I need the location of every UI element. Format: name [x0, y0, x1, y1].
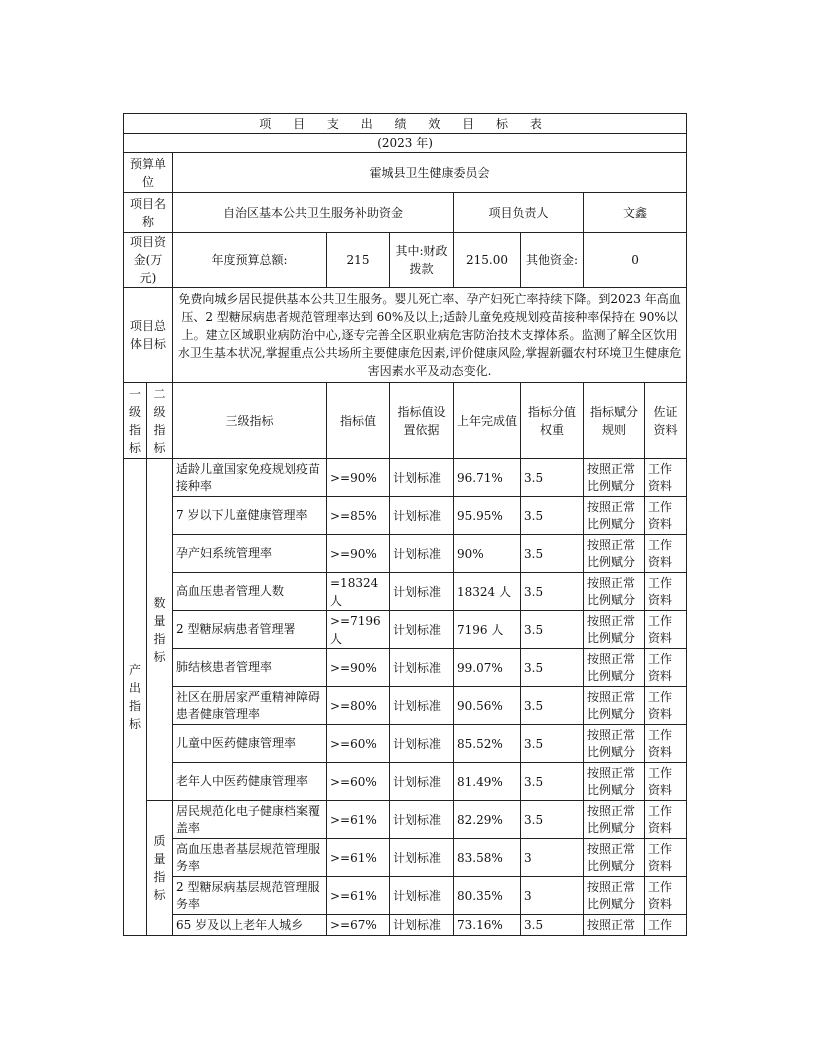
table-row — [124, 611, 687, 649]
indicator-last-year: 99.07% — [454, 649, 521, 687]
indicator-name: 适龄儿童国家免疫规划疫苗接种率 — [173, 459, 327, 497]
indicator-basis: 计划标准 — [390, 649, 454, 687]
indicator-scoring: 按照正常比例赋分 — [584, 839, 645, 877]
indicator-weight: 3.5 — [521, 649, 584, 687]
indicator-evidence: 工作资料 — [645, 497, 687, 535]
indicator-last-year: 95.95% — [454, 497, 521, 535]
indicator-scoring: 按照正常比例赋分 — [584, 649, 645, 687]
header-last-year: 上年完成值 — [454, 383, 521, 459]
annual-budget-value: 215 — [327, 233, 390, 288]
table-row — [124, 915, 687, 936]
indicator-basis: 计划标准 — [390, 763, 454, 801]
indicator-basis: 计划标准 — [390, 497, 454, 535]
table-row — [124, 573, 687, 611]
year-label: (2023 年) — [124, 134, 687, 153]
indicator-target: >=67% — [327, 915, 390, 936]
indicator-scoring: 按照正常 — [584, 915, 645, 936]
indicator-last-year: 7196 人 — [454, 611, 521, 649]
indicator-target: >=90% — [327, 649, 390, 687]
overall-goal-label: 项目总体目标 — [124, 288, 173, 383]
indicator-basis: 计划标准 — [390, 725, 454, 763]
table-row — [124, 839, 687, 877]
header-level2: 二级指标 — [147, 383, 173, 459]
indicator-scoring: 按照正常比例赋分 — [584, 763, 645, 801]
header-weight: 指标分值权重 — [521, 383, 584, 459]
indicator-scoring: 按照正常比例赋分 — [584, 497, 645, 535]
indicator-evidence: 工作资料 — [645, 725, 687, 763]
table-row — [124, 801, 687, 839]
indicator-name: 高血压患者管理人数 — [173, 573, 327, 611]
indicator-weight: 3.5 — [521, 459, 584, 497]
indicator-last-year: 18324 人 — [454, 573, 521, 611]
indicator-target: >=61% — [327, 801, 390, 839]
annual-budget-label: 年度预算总额: — [173, 233, 327, 288]
fiscal-value: 215.00 — [454, 233, 521, 288]
table-row — [124, 535, 687, 573]
table-title: 项 目 支 出 绩 效 目 标 表 — [124, 114, 687, 134]
header-scoring: 指标赋分规则 — [584, 383, 645, 459]
indicator-scoring: 按照正常比例赋分 — [584, 535, 645, 573]
indicator-target: >=61% — [327, 877, 390, 915]
indicator-target: >=80% — [327, 687, 390, 725]
table-row — [124, 877, 687, 915]
indicator-target: >=7196 人 — [327, 611, 390, 649]
indicator-scoring: 按照正常比例赋分 — [584, 725, 645, 763]
indicator-target: >=90% — [327, 535, 390, 573]
table-row — [124, 497, 687, 535]
indicator-weight: 3.5 — [521, 687, 584, 725]
indicator-scoring: 按照正常比例赋分 — [584, 877, 645, 915]
indicator-weight: 3.5 — [521, 801, 584, 839]
indicator-last-year: 82.29% — [454, 801, 521, 839]
indicator-scoring: 按照正常比例赋分 — [584, 573, 645, 611]
indicator-name: 老年人中医药健康管理率 — [173, 763, 327, 801]
indicator-basis: 计划标准 — [390, 611, 454, 649]
indicator-weight: 3 — [521, 877, 584, 915]
indicator-basis: 计划标准 — [390, 459, 454, 497]
budget-unit-label: 预算单位 — [124, 153, 173, 193]
indicator-scoring: 按照正常比例赋分 — [584, 687, 645, 725]
indicator-weight: 3.5 — [521, 497, 584, 535]
indicator-basis: 计划标准 — [390, 687, 454, 725]
other-funds-value: 0 — [584, 233, 687, 288]
indicator-weight: 3.5 — [521, 573, 584, 611]
indicator-name: 肺结核患者管理率 — [173, 649, 327, 687]
indicator-evidence: 工作资料 — [645, 687, 687, 725]
project-leader-label: 项目负责人 — [454, 193, 584, 233]
table-row — [124, 725, 687, 763]
indicator-evidence: 工作资料 — [645, 535, 687, 573]
performance-target-table — [123, 113, 687, 936]
indicator-last-year: 73.16% — [454, 915, 521, 936]
indicator-basis: 计划标准 — [390, 573, 454, 611]
header-evidence: 佐证资料 — [645, 383, 687, 459]
indicator-name: 2 型糖尿病患者管理署 — [173, 611, 327, 649]
indicator-basis: 计划标准 — [390, 535, 454, 573]
indicator-last-year: 80.35% — [454, 877, 521, 915]
indicator-last-year: 85.52% — [454, 725, 521, 763]
project-leader-value: 文鑫 — [584, 193, 687, 233]
header-basis: 指标值设置依据 — [390, 383, 454, 459]
indicator-name: 社区在册居家严重精神障碍患者健康管理率 — [173, 687, 327, 725]
other-funds-label: 其他资金: — [521, 233, 584, 288]
indicator-name: 7 岁以下儿童健康管理率 — [173, 497, 327, 535]
indicator-scoring: 按照正常比例赋分 — [584, 459, 645, 497]
indicator-evidence: 工作资料 — [645, 877, 687, 915]
table-row — [124, 459, 687, 497]
indicator-last-year: 90.56% — [454, 687, 521, 725]
project-name-label: 项目名称 — [124, 193, 173, 233]
indicator-target: >=85% — [327, 497, 390, 535]
indicator-name: 孕产妇系统管理率 — [173, 535, 327, 573]
table-row — [124, 763, 687, 801]
indicator-scoring: 按照正常比例赋分 — [584, 611, 645, 649]
indicator-evidence: 工作资料 — [645, 649, 687, 687]
indicator-name: 居民规范化电子健康档案覆盖率 — [173, 801, 327, 839]
indicator-evidence: 工作资料 — [645, 573, 687, 611]
indicator-name: 高血压患者基层规范管理服务率 — [173, 839, 327, 877]
quality-indicator-label: 质量指标 — [147, 801, 173, 936]
indicator-target: >=60% — [327, 763, 390, 801]
indicator-target: >=60% — [327, 725, 390, 763]
indicator-weight: 3.5 — [521, 611, 584, 649]
indicator-name: 2 型糖尿病基层规范管理服务率 — [173, 877, 327, 915]
funds-label: 项目资金(万元) — [124, 233, 173, 288]
indicator-weight: 3.5 — [521, 915, 584, 936]
header-level1: 一级指标 — [124, 383, 147, 459]
indicator-name: 儿童中医药健康管理率 — [173, 725, 327, 763]
indicator-target: =18324 人 — [327, 573, 390, 611]
output-indicator-label: 产出指标 — [124, 459, 147, 936]
indicator-target: >=61% — [327, 839, 390, 877]
indicator-basis: 计划标准 — [390, 877, 454, 915]
indicator-evidence: 工作资料 — [645, 611, 687, 649]
indicator-evidence: 工作资料 — [645, 801, 687, 839]
indicator-name: 65 岁及以上老年人城乡 — [173, 915, 327, 936]
indicator-evidence: 工作资料 — [645, 763, 687, 801]
indicator-basis: 计划标准 — [390, 915, 454, 936]
quantity-indicator-label: 数量指标 — [147, 459, 173, 801]
project-name-value: 自治区基本公共卫生服务补助资金 — [173, 193, 454, 233]
indicator-last-year: 96.71% — [454, 459, 521, 497]
table-row — [124, 649, 687, 687]
indicator-last-year: 81.49% — [454, 763, 521, 801]
indicator-last-year: 83.58% — [454, 839, 521, 877]
indicator-target: >=90% — [327, 459, 390, 497]
indicator-weight: 3.5 — [521, 725, 584, 763]
indicator-weight: 3.5 — [521, 763, 584, 801]
indicator-scoring: 按照正常比例赋分 — [584, 801, 645, 839]
indicator-evidence: 工作 — [645, 915, 687, 936]
indicator-basis: 计划标准 — [390, 839, 454, 877]
fiscal-label: 其中:财政拨款 — [390, 233, 454, 288]
budget-unit-value: 霍城县卫生健康委员会 — [173, 153, 687, 193]
header-level3: 三级指标 — [173, 383, 327, 459]
overall-goal-text: 免费向城乡居民提供基本公共卫生服务。婴儿死亡率、孕产妇死亡率持续下降。到2023 年高血压、2 型糖尿病患者规范管理率达到 60%及以上;适龄儿童免疫规划疫苗接种率保持在 90%以上。建立区域职业病防治中心,逐专完善全区职业病危害防治技术支撑体系。监测了解全区饮用水卫生基本状况,掌握重点公共场所主要健康危因素,评价健康风险,掌握新疆农村环境卫生健康危害因素水平及动态变化. — [173, 288, 687, 383]
indicator-weight: 3.5 — [521, 535, 584, 573]
table-row — [124, 687, 687, 725]
indicator-evidence: 工作资料 — [645, 839, 687, 877]
indicator-weight: 3 — [521, 839, 584, 877]
header-target: 指标值 — [327, 383, 390, 459]
indicator-evidence: 工作资料 — [645, 459, 687, 497]
indicator-basis: 计划标准 — [390, 801, 454, 839]
indicator-last-year: 90% — [454, 535, 521, 573]
